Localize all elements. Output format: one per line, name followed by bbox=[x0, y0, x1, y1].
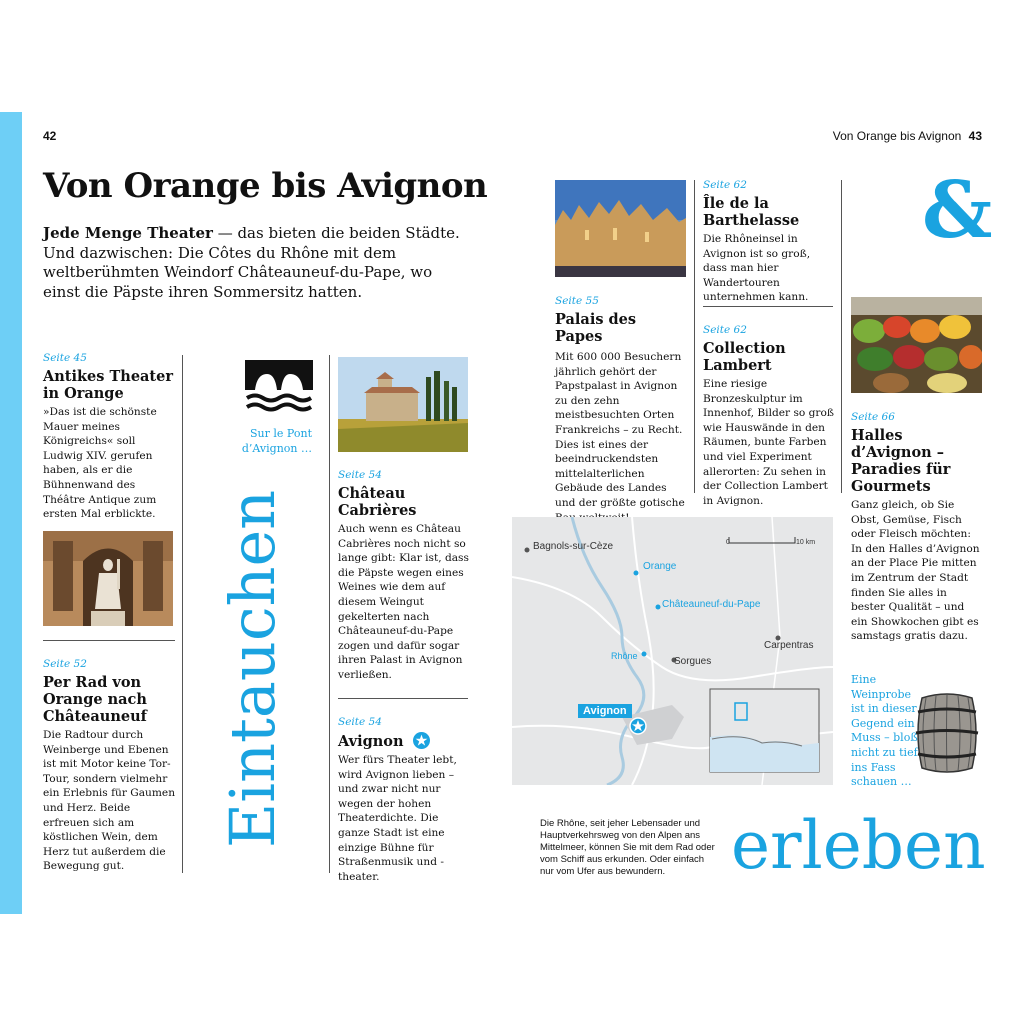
entry-collection bbox=[703, 324, 835, 508]
map-label-orange: Orange bbox=[643, 561, 677, 572]
photo-chateau-vineyard bbox=[338, 357, 468, 452]
column-rule bbox=[329, 355, 330, 873]
map-label-sorgues: Sorgues bbox=[674, 656, 712, 667]
running-title bbox=[760, 129, 982, 143]
entry-text: Auch wenn es Château Cabrières noch nicht so lange gibt: Klar ist, dass die Päpste wegen eines Weines wie dem auf diesem Weingut gekelterten nach Châteauneuf-du-Pape zogen und dafür sogar ihren Palast in Avignon verließen. bbox=[338, 523, 469, 681]
wine-tip: Eine Weinprobe ist in dieser Gegend ein Muss – bloß nicht zu tief ins Fass schauen … bbox=[851, 673, 918, 789]
entry-heading: Palais des Papes bbox=[555, 311, 637, 345]
entry-halles bbox=[851, 411, 983, 644]
bridge-caption: Sur le Pont d’Avignon … bbox=[241, 427, 312, 455]
entry-text: Die Rhôneinsel in Avignon ist so groß, dass man hier Wandertouren unternehmen kann. bbox=[703, 233, 811, 304]
photo-palais-des-papes bbox=[555, 180, 686, 277]
map-label-chateauneuf: Châteauneuf-du-Pape bbox=[662, 599, 761, 610]
entry-rad bbox=[43, 658, 175, 874]
divider bbox=[43, 640, 175, 641]
entry-text: Mit 600 000 Besuchern jährlich gehört der Papstpalast in Avignon zu den zehn meistbesuchten Orten Frankreichs – zu Recht. Dies ist eines der beeindruckendsten mittelalterlichen Gebäude des Landes und der größte gotische bbox=[555, 351, 685, 509]
big-word-erleben: erleben bbox=[731, 807, 986, 884]
ampersand-mark: & bbox=[922, 165, 993, 256]
entry-text: Die Radtour durch Weinberge und Ebenen ist mit Motor keine Tor-Tour, sondern vielmehr ein Erlebnis für Gaumen und Herz. Beide erfreuen sich am köstlichen Wein, dem Herz tut außerdem die Bewegung gut. bbox=[43, 729, 176, 873]
page-reference: Seite 52 bbox=[43, 658, 87, 670]
page-reference: Seite 62 bbox=[703, 179, 747, 191]
intro-text: — das bieten die beiden Städte. Und dazwischen: Die Côtes du Rhône mit dem weltberühmten Weindorf Châteauneuf-du-Pape, wo einst die Päpste ihren Sommersitz hatten. bbox=[43, 224, 460, 301]
entry-heading bbox=[338, 732, 470, 750]
entry-heading: Halles d’Avignon – Paradies für Gourmets bbox=[851, 427, 951, 495]
star-icon bbox=[413, 732, 430, 749]
entry-avignon bbox=[338, 716, 470, 884]
divider bbox=[703, 306, 833, 307]
page-reference: Seite 55 bbox=[555, 295, 599, 307]
page-reference: Seite 54 bbox=[338, 716, 382, 728]
page-reference: Seite 62 bbox=[703, 324, 747, 336]
entry-text: Ganz gleich, ob Sie Obst, Gemüse, Fisch oder Fleisch möchten: In den Halles d’Avignon an der Place Pie mitten im Zentrum der Stadt finden Sie alles in bester Qualität – und ein Showkochen gibt es samstags gratis dazu. bbox=[851, 499, 980, 643]
intro bbox=[43, 224, 463, 302]
entry-palais bbox=[555, 295, 687, 525]
column-rule bbox=[694, 180, 695, 493]
page-edge-strip bbox=[0, 112, 22, 914]
entry-text: Wer fürs Theater lebt, wird Avignon lieben – und zwar nicht nur wegen der hohen Theaterdichte. Die ganze Stadt ist eine einzige Bühne für Straßenmusik und -theater. bbox=[338, 754, 457, 883]
wine-barrel-icon bbox=[914, 692, 980, 774]
map-label-bagnols: Bagnols-sur-Cèze bbox=[533, 541, 614, 552]
photo-market-vegetables bbox=[851, 297, 982, 393]
entry-heading: Île de la Barthelasse bbox=[703, 195, 800, 229]
entry-text: »Das ist die schönste Mauer meines Königreichs« soll Ludwig XIV. gerufen haben, als er die Bühnenwand des Théâtre Antique zum ersten Mal erblickte. bbox=[43, 406, 157, 521]
entry-heading: Château Cabrières bbox=[338, 485, 417, 519]
entry-chateau bbox=[338, 469, 470, 683]
entry-heading-text: Avignon bbox=[338, 733, 404, 750]
map-label-rhone: Rhône bbox=[611, 651, 638, 661]
page-reference: Seite 66 bbox=[851, 411, 895, 423]
intro-lead: Jede Menge Theater bbox=[43, 224, 213, 242]
page-reference: Seite 45 bbox=[43, 352, 87, 364]
map-scale-start: 0 bbox=[726, 539, 730, 546]
left-page-number: 42 bbox=[43, 129, 57, 143]
page-reference: Seite 54 bbox=[338, 469, 382, 481]
right-page-number: 43 bbox=[968, 129, 982, 143]
map-scale-end: 10 km bbox=[796, 539, 816, 546]
divider bbox=[338, 698, 468, 699]
column-rule bbox=[182, 355, 183, 873]
photo-roman-statue bbox=[43, 531, 173, 626]
entry-theater bbox=[43, 352, 175, 522]
map-caption: Die Rhône, seit jeher Lebensader und Hauptverkehrsweg von den Alpen ans Mittelmeer, können Sie mit dem Rad oder vom Schiff aus erkunden. Oder einfach nur vom Ufer aus bewundern. bbox=[540, 818, 715, 877]
page-title: Von Orange bis Avignon bbox=[43, 166, 488, 206]
entry-text: Eine riesige Bronzeskulptur im Innenhof, Bilder so groß wie Hauswände in den Räumen, bunte Farben und viel Experiment allerorten: Zu sehen in der Collection Lambert in Avignon. bbox=[703, 378, 834, 507]
map-rhone-region bbox=[512, 517, 833, 785]
pont-d-avignon-icon bbox=[245, 360, 313, 418]
vertical-word-eintauchen: Eintauchen bbox=[216, 489, 289, 848]
entry-heading: Antikes Theater in Orange bbox=[43, 368, 173, 402]
map-label-carpentras: Carpentras bbox=[764, 640, 814, 651]
entry-heading: Per Rad von Orange nach Châteauneuf bbox=[43, 674, 147, 725]
map-label-avignon: Avignon bbox=[578, 704, 632, 718]
entry-heading: Collection Lambert bbox=[703, 340, 786, 374]
running-title-text: Von Orange bis Avignon bbox=[832, 129, 962, 143]
entry-ile bbox=[703, 179, 835, 305]
column-rule bbox=[841, 180, 842, 493]
